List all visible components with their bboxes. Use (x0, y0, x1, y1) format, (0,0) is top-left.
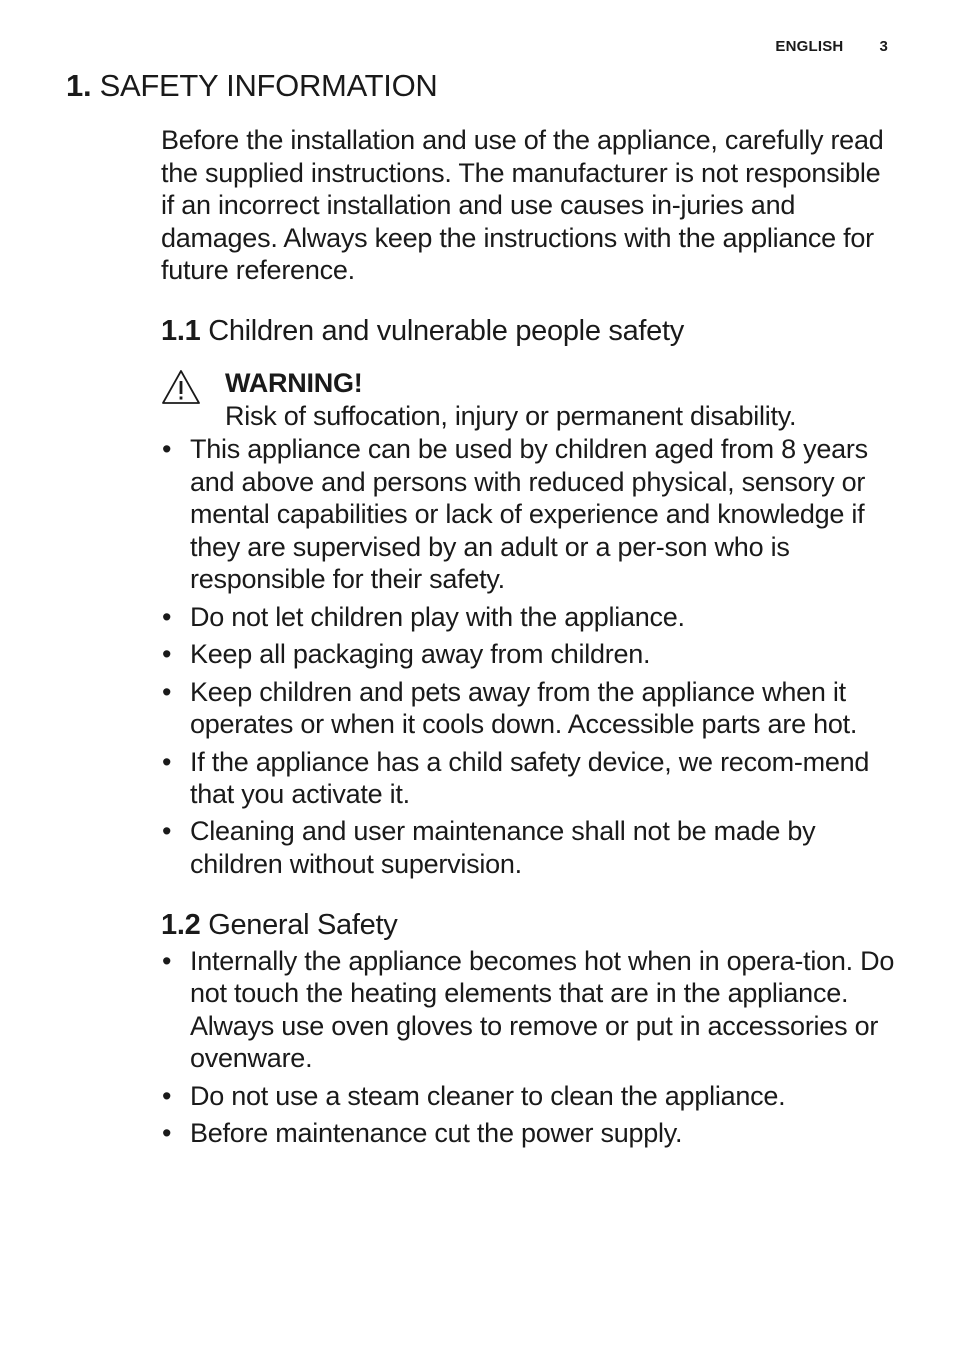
list-item (161, 433, 896, 596)
subsection-number: 1.1 (161, 314, 201, 347)
bullet-glyph: • (162, 433, 172, 464)
list-item (161, 815, 896, 880)
list-item (161, 746, 896, 811)
section-number: 1. (66, 68, 92, 103)
list-item-text: Do not let children play with the appliance. (190, 601, 685, 632)
main-content (161, 124, 896, 1155)
intro-paragraph: Before the installation and use of the appliance, carefully read the supplied instructions. The manufacturer is not responsible if an incorrect installation and use causes in-juries and damages. Always keep the instructions with the appliance for future reference. (161, 125, 884, 286)
bullet-glyph: • (162, 1118, 172, 1149)
section-title (66, 68, 438, 104)
list-item (161, 601, 896, 634)
warning-text (225, 367, 796, 433)
list-item-text: Cleaning and user maintenance shall not be made by children without supervision. (190, 816, 816, 880)
section-title-text: SAFETY INFORMATION (99, 68, 438, 103)
general-safety-list (161, 945, 896, 1150)
list-item (161, 638, 896, 671)
list-item-text: This appliance can be used by children aged from 8 years and above and persons with reduced physical, sensory or mental capabilities or lack of experience and knowledge if they are supervised by an adult or a per-son who is responsible for their safety. (190, 433, 868, 595)
warning-message: Risk of suffocation, injury or permanent disability. (225, 400, 797, 431)
bullet-glyph: • (162, 945, 172, 976)
list-item (161, 676, 896, 741)
warning-title: WARNING! (225, 367, 363, 398)
page-header (775, 38, 888, 55)
bullet-glyph: • (162, 816, 172, 847)
warning-box (161, 367, 896, 433)
subsection-children-safety (161, 311, 896, 351)
children-safety-list (161, 433, 896, 881)
list-item (161, 1117, 896, 1150)
subsection-title: Children and vulnerable people safety (208, 314, 684, 347)
list-item (161, 945, 896, 1075)
bullet-glyph: • (162, 639, 172, 670)
bullet-glyph: • (162, 601, 172, 632)
list-item-text: Keep children and pets away from the appliance when it operates or when it cools down. Accessible parts are hot. (190, 676, 858, 740)
bullet-glyph: • (162, 746, 172, 777)
list-item-text: Before maintenance cut the power supply. (190, 1118, 683, 1149)
list-item (161, 1080, 896, 1113)
warning-triangle-icon (161, 369, 201, 405)
list-item-text: If the appliance has a child safety device, we recom-mend that you activate it. (190, 746, 870, 810)
page-number: 3 (879, 38, 888, 55)
list-item-text: Do not use a steam cleaner to clean the appliance. (190, 1080, 786, 1111)
subsection-general-safety (161, 905, 896, 945)
bullet-glyph: • (162, 676, 172, 707)
bullet-glyph: • (162, 1080, 172, 1111)
list-item-text: Keep all packaging away from children. (190, 639, 651, 670)
subsection-number: 1.2 (161, 908, 201, 941)
list-item-text: Internally the appliance becomes hot when in opera-tion. Do not touch the heating elements that are in the appliance. Always use oven gloves to remove or put in accessories or ovenware. (190, 945, 895, 1074)
subsection-title: General Safety (208, 908, 398, 941)
language-label: ENGLISH (775, 38, 844, 55)
